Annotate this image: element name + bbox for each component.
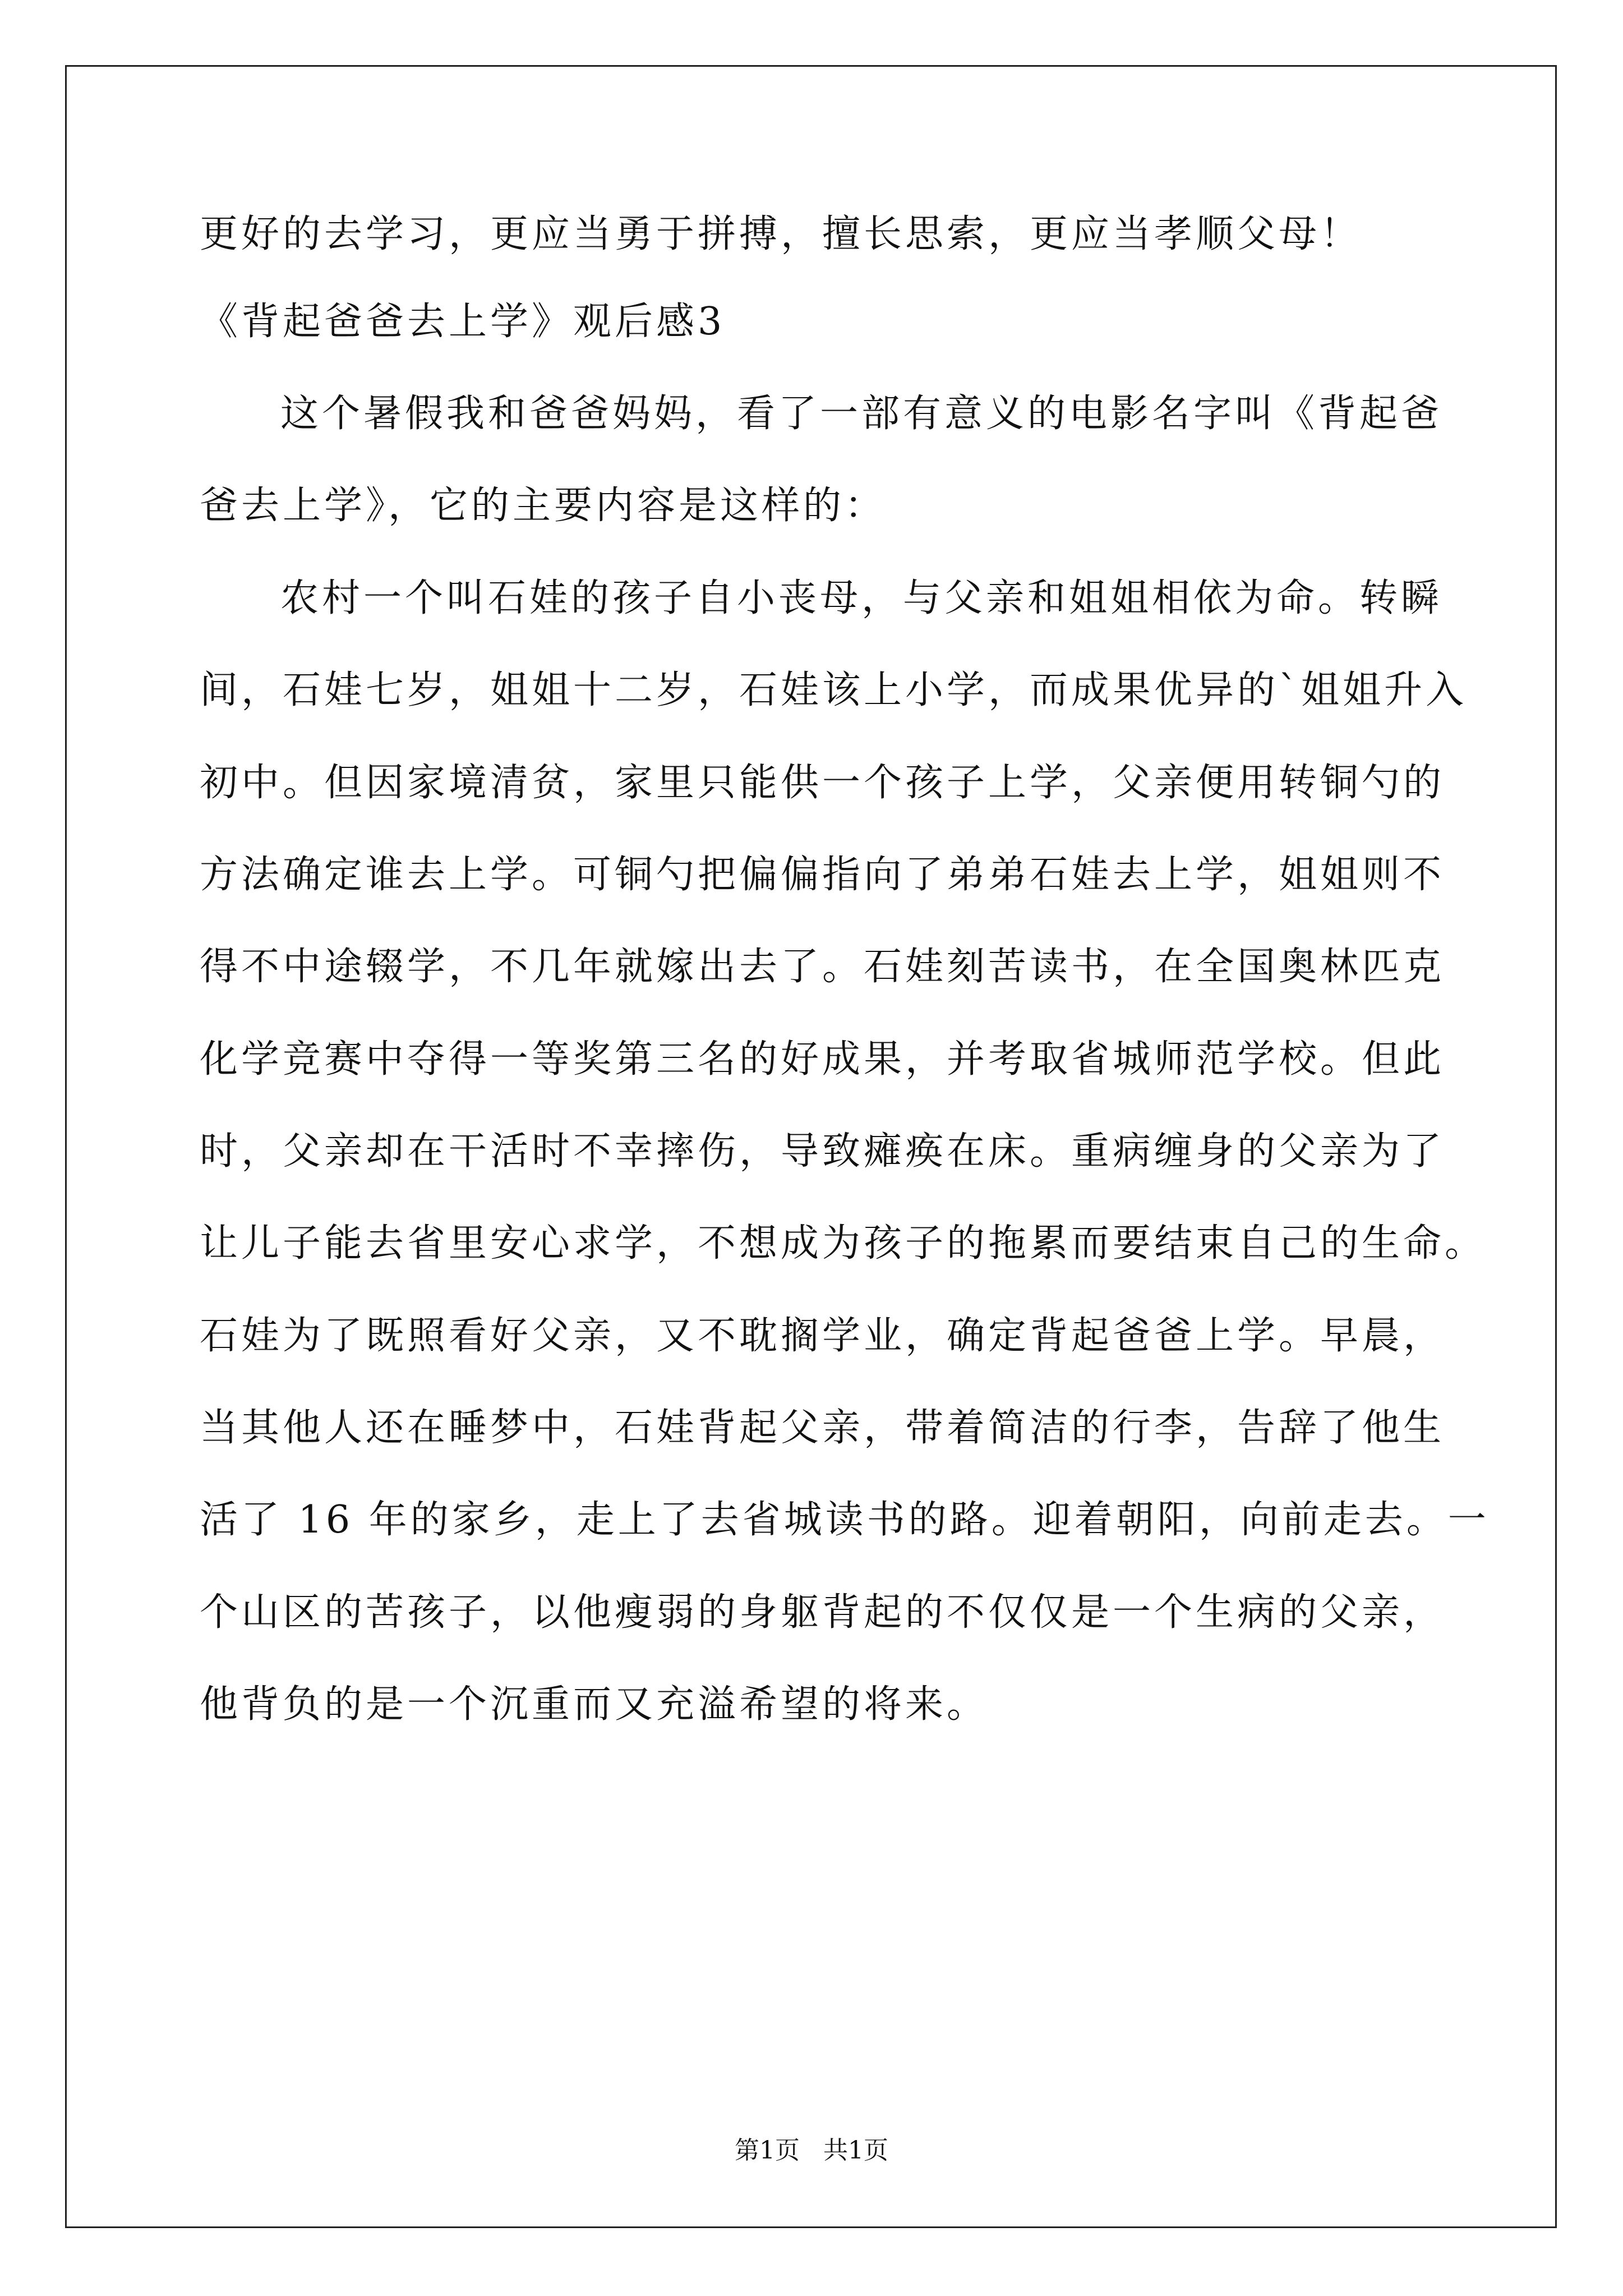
section-title: 《背起爸爸去上学》观后感3: [200, 300, 726, 344]
body-line-16: 个山区的苦孩子，以他瘦弱的身躯背起的不仅仅是一个生病的父亲，: [200, 1590, 1445, 1635]
page-footer: 第1页 共1页: [735, 2136, 888, 2165]
body-line-15: 活了 16 年的家乡，走上了去省城读书的路。迎着朝阳，向前走去。一: [200, 1498, 1490, 1542]
body-line-6: 间，石娃七岁，姐姐十二岁，石娃该上小学，而成果优异的`姐姐升入: [200, 668, 1468, 712]
body-line-14: 当其他人还在睡梦中，石娃背起父亲，带着简洁的行李，告辞了他生: [200, 1406, 1445, 1450]
body-line-1: 更好的去学习，更应当勇于拼搏，擅长思索，更应当孝顺父母！: [200, 212, 1362, 256]
body-line-5: 农村一个叫石娃的孩子自小丧母，与父亲和姐姐相依为命。转瞬: [280, 576, 1443, 620]
body-line-11: 时，父亲却在干活时不幸摔伤，导致瘫痪在床。重病缠身的父亲为了: [200, 1129, 1445, 1174]
body-line-8: 方法确定谁去上学。可铜勺把偏偏指向了弟弟石娃去上学，姐姐则不: [200, 853, 1445, 897]
body-line-17: 他背负的是一个沉重而又充溢希望的将来。: [200, 1682, 989, 1727]
body-line-13: 石娃为了既照看好父亲，又不耽搁学业，确定背起爸爸上学。早晨，: [200, 1314, 1445, 1358]
body-line-4: 爸去上学》，它的主要内容是这样的：: [200, 484, 887, 528]
body-line-10: 化学竞赛中夺得一等奖第三名的好成果，并考取省城师范学校。但此: [200, 1037, 1445, 1082]
body-line-7: 初中。但因家境清贫，家里只能供一个孩子上学，父亲便用转铜勺的: [200, 761, 1445, 805]
body-line-3: 这个暑假我和爸爸妈妈，看了一部有意义的电影名字叫《背起爸: [280, 392, 1443, 436]
body-line-12: 让儿子能去省里安心求学，不想成为孩子的拖累而要结束自己的生命。: [200, 1221, 1487, 1266]
body-line-9: 得不中途辍学，不几年就嫁出去了。石娃刻苦读书，在全国奥林匹克: [200, 945, 1445, 989]
